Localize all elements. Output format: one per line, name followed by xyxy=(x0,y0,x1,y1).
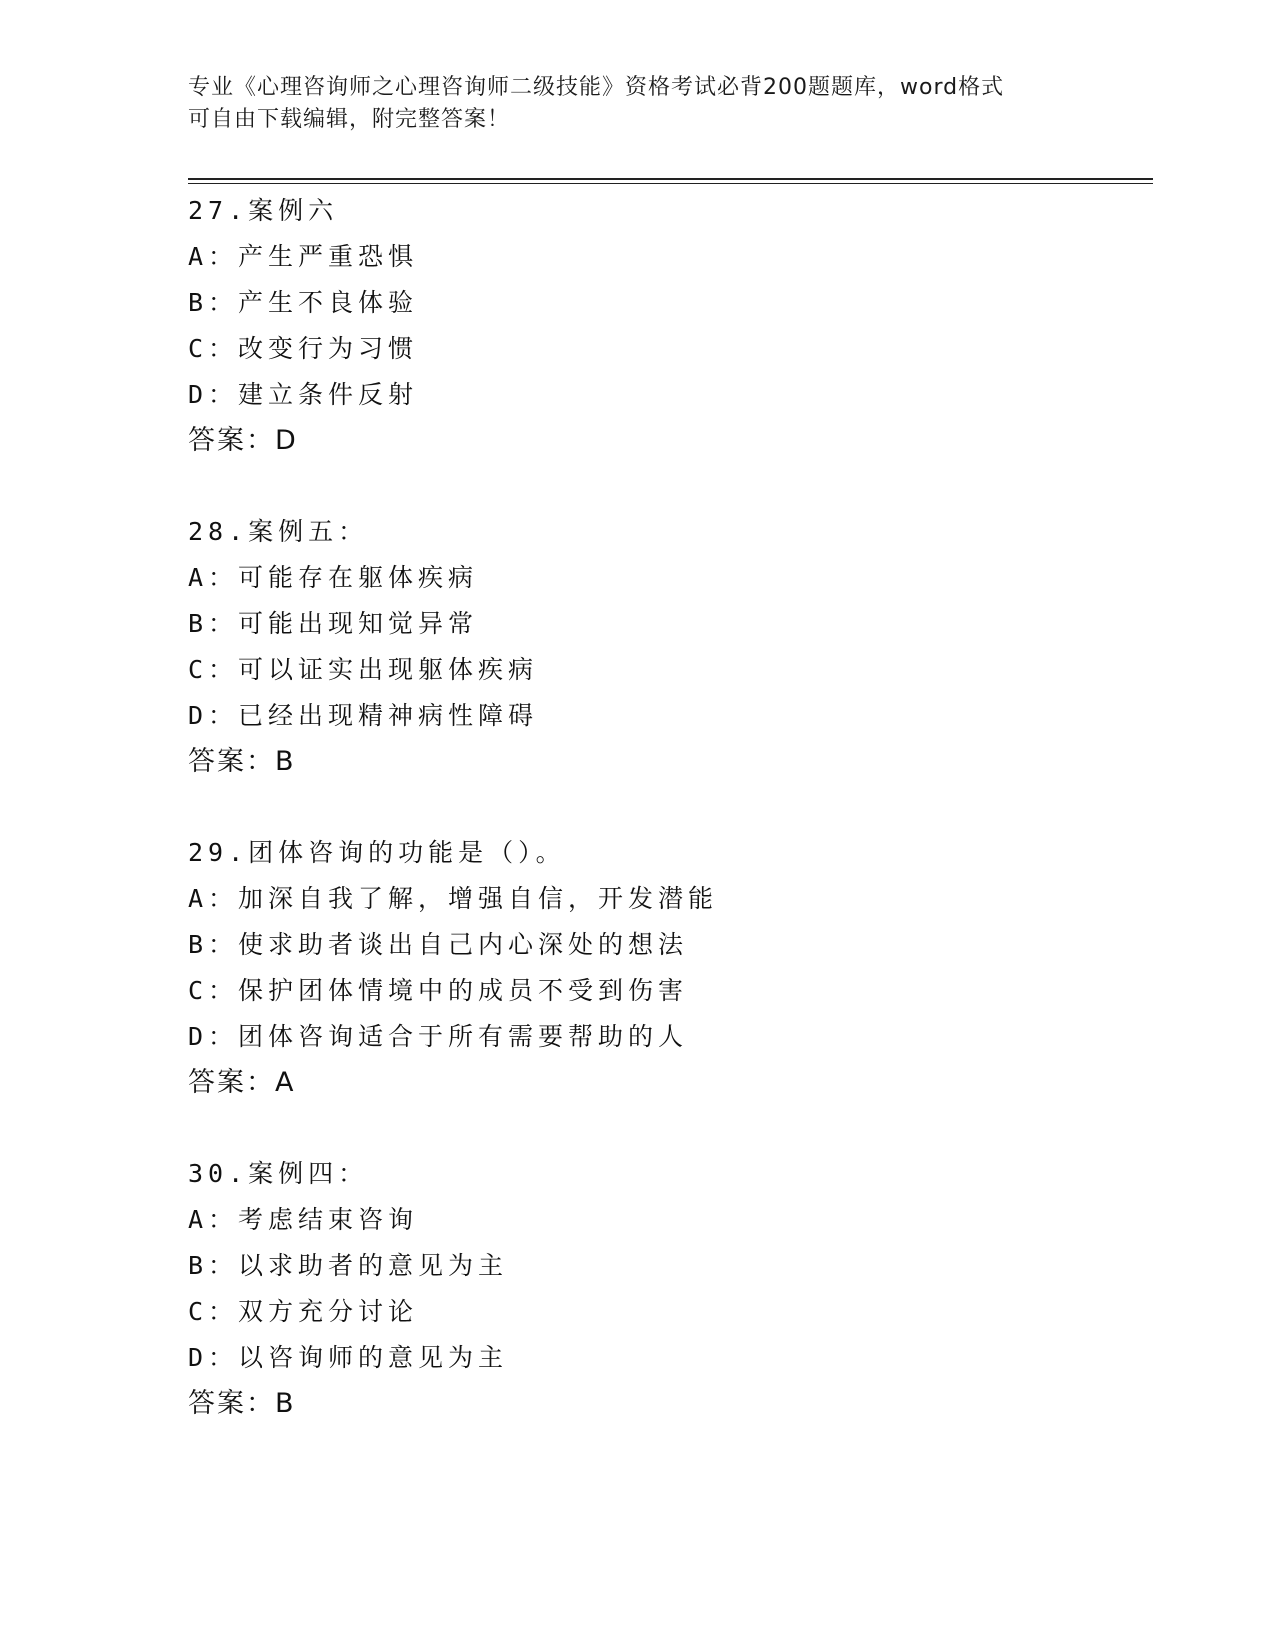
option-d: D：已经出现精神病性障碍 xyxy=(188,701,539,730)
question-27 xyxy=(188,188,1153,464)
option-a: A：加深自我了解，增强自信，开发潜能 xyxy=(188,884,719,913)
header-divider-thin xyxy=(188,183,1153,184)
question-list xyxy=(188,188,1153,1472)
option-a: A：考虑结束咨询 xyxy=(188,1205,419,1234)
option-a: A：产生严重恐惧 xyxy=(188,242,419,271)
document-header xyxy=(188,72,1088,136)
option-c: C：保护团体情境中的成员不受到伤害 xyxy=(188,976,689,1005)
question-28 xyxy=(188,509,1153,785)
header-divider-thick xyxy=(188,178,1153,180)
answer: 答案：B xyxy=(188,746,296,777)
question-stem: 28.案例五： xyxy=(188,517,369,546)
option-c: C：双方充分讨论 xyxy=(188,1297,419,1326)
option-b: B：使求助者谈出自己内心深处的想法 xyxy=(188,930,689,959)
question-stem: 29.团体咨询的功能是（）。 xyxy=(188,838,566,867)
question-stem: 27.案例六 xyxy=(188,196,339,225)
header-line-2: 可自由下载编辑，附完整答案！ xyxy=(188,107,511,132)
question-29 xyxy=(188,830,1153,1106)
option-a: A：可能存在躯体疾病 xyxy=(188,563,479,592)
option-c: C：可以证实出现躯体疾病 xyxy=(188,655,539,684)
option-b: B：以求助者的意见为主 xyxy=(188,1251,509,1280)
header-line-1: 专业《心理咨询师之心理咨询师二级技能》资格考试必背200题题库，word格式 xyxy=(188,75,1005,100)
option-d: D：团体咨询适合于所有需要帮助的人 xyxy=(188,1022,689,1051)
option-d: D：以咨询师的意见为主 xyxy=(188,1343,509,1372)
answer: 答案：D xyxy=(188,425,298,456)
question-stem: 30.案例四： xyxy=(188,1159,369,1188)
option-d: D：建立条件反射 xyxy=(188,380,419,409)
answer: 答案：A xyxy=(188,1067,296,1098)
option-b: B：可能出现知觉异常 xyxy=(188,609,479,638)
question-30 xyxy=(188,1151,1153,1427)
option-c: C：改变行为习惯 xyxy=(188,334,419,363)
option-b: B：产生不良体验 xyxy=(188,288,419,317)
answer: 答案：B xyxy=(188,1388,296,1419)
